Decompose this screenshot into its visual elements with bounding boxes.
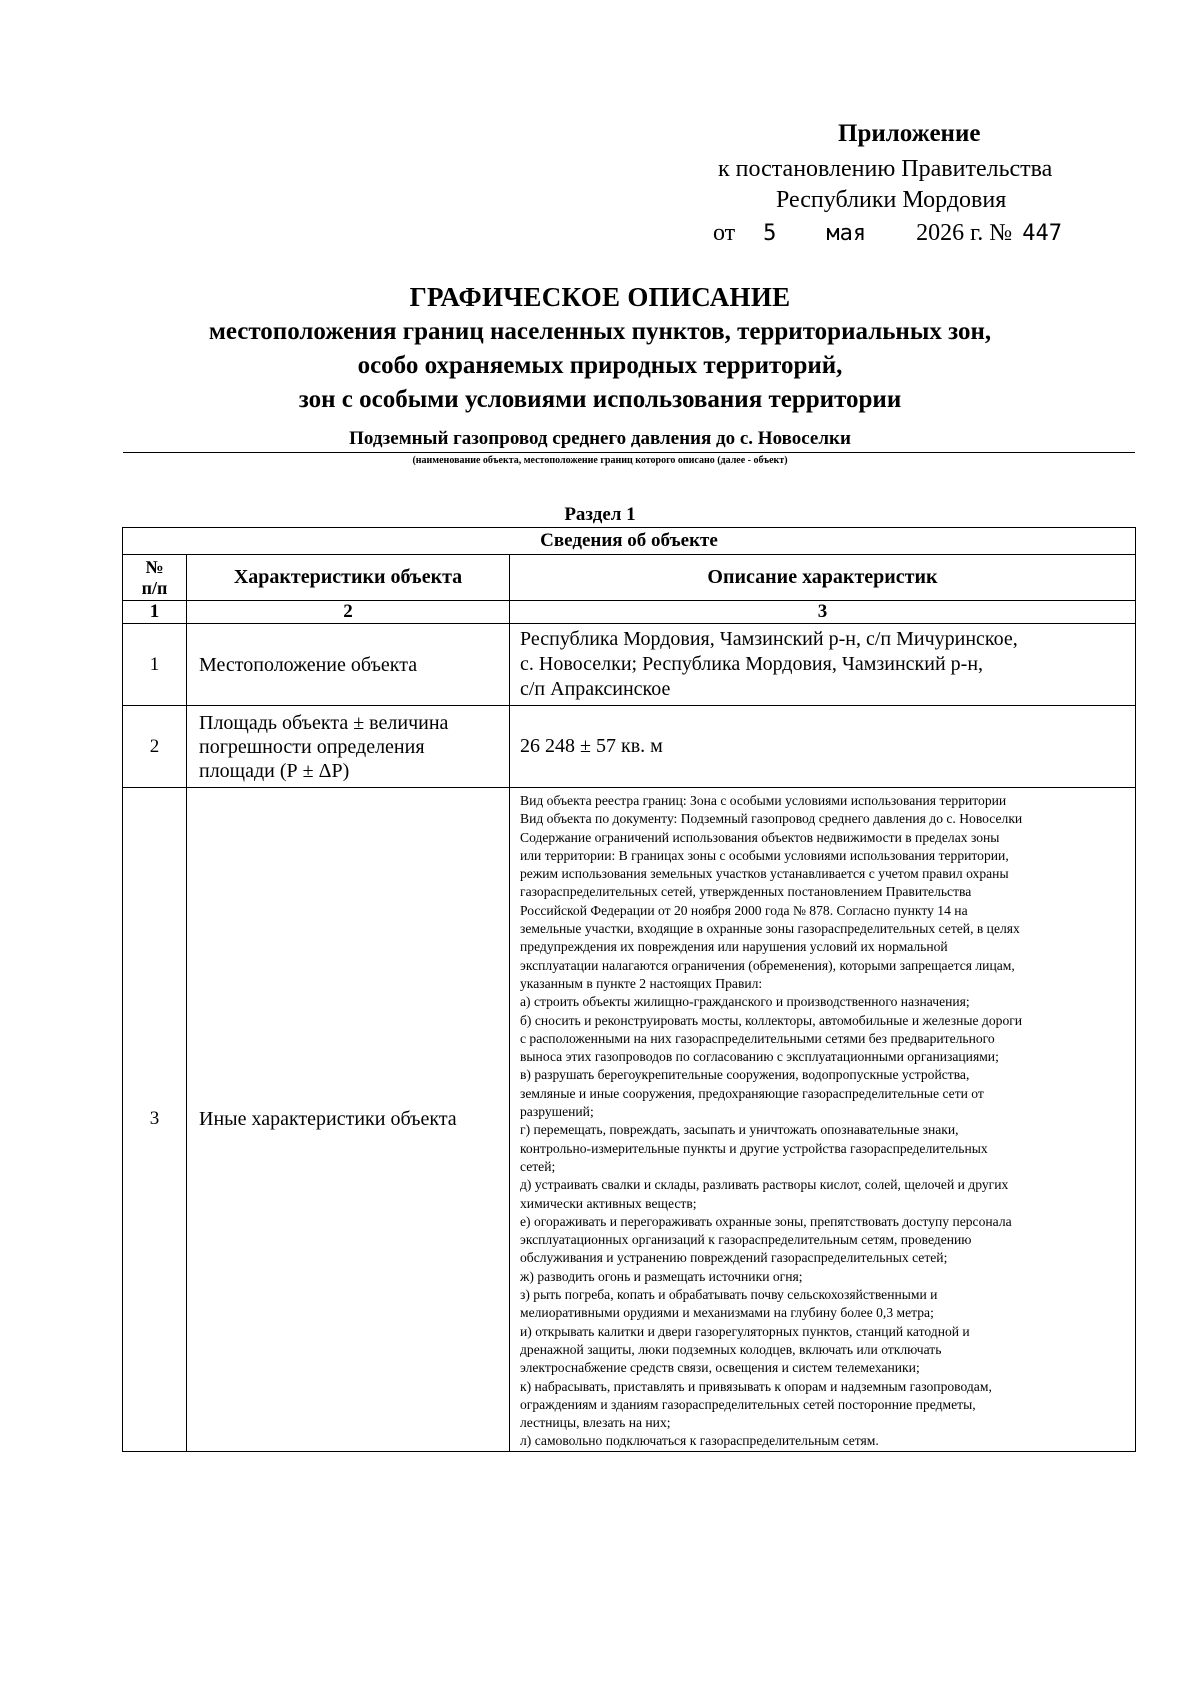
description-line: режим использования земельных участков устанавливается с учетом правил охраны xyxy=(520,866,1009,882)
description-line: е) огораживать и перегораживать охранные зоны, препятствовать доступу персонала xyxy=(520,1213,1012,1229)
description-line: с/п Апраксинское xyxy=(520,678,671,700)
description-line: Вид объекта по документу: Подземный газопровод среднего давления до с. Новоселки xyxy=(520,811,1023,827)
appendix-line-2: Республики Мордовия xyxy=(776,187,1007,213)
row-description xyxy=(510,788,1136,1452)
description-line: Российской Федерации от 20 ноября 2000 года № 878. Согласно пункту 14 на xyxy=(520,902,968,918)
description-line: контрольно-измерительные пункты и другие устройства газораспределительных xyxy=(520,1140,988,1156)
description-line: мелиоративными орудиями и механизмами на глубину более 0,3 метра; xyxy=(520,1305,934,1321)
characteristic-line: погрешности определения xyxy=(199,735,425,758)
description-line: лестницы, влезать на них; xyxy=(520,1415,671,1431)
description-line: д) устраивать свалки и склады, разливать растворы кислот, солей, щелочей и других xyxy=(520,1177,1009,1193)
row-characteristic: Местоположение объекта xyxy=(187,624,510,706)
object-name-rule xyxy=(123,452,1135,453)
document-subtitle-2: особо охраняемых природных территорий, xyxy=(357,352,843,379)
description-line: выноса этих газопроводов по согласованию с эксплуатационными организациями; xyxy=(520,1049,999,1065)
table-header-row xyxy=(123,555,1136,601)
column-number-2: 2 xyxy=(187,601,510,624)
description-line: земляные и иные сооружения, предохраняющие газораспределительные сети от xyxy=(520,1085,984,1101)
description-line: з) рыть погреба, копать и обрабатывать почву сельскохозяйственными и xyxy=(520,1287,938,1303)
table-caption: Сведения об объекте xyxy=(123,528,1136,555)
description-line: а) строить объекты жилищно-гражданского и производственного назначения; xyxy=(520,994,970,1010)
description-line: Республика Мордовия, Чамзинский р-н, с/п Мичуринское, xyxy=(520,628,1018,650)
appendix-line-1: к постановлению Правительства xyxy=(718,156,1053,182)
decree-number: 447 xyxy=(1022,221,1062,246)
description-line: к) набрасывать, приставлять и привязывать к опорам и надземным газопроводам, xyxy=(520,1378,992,1394)
header-description: Описание характеристик xyxy=(510,555,1136,601)
row-characteristic: Иные характеристики объекта xyxy=(187,788,510,1452)
description-line: ограждениям и зданиям газораспределительных сетей посторонние предметы, xyxy=(520,1396,976,1412)
object-info-table xyxy=(122,527,1136,1452)
row-number: 1 xyxy=(123,624,187,706)
appendix-date xyxy=(713,220,1062,247)
description-line: и) открывать калитки и двери газорегуляторных пунктов, станций катодной и xyxy=(520,1323,970,1339)
description-line: с расположенными на них газораспределительными сетями без предварительного xyxy=(520,1030,995,1046)
description-line: Вид объекта реестра границ: Зона с особыми условиями использования территории xyxy=(520,793,1007,808)
description-line: в) разрушать берегоукрепительные сооружения, водопропускные устройства, xyxy=(520,1067,970,1083)
date-month: мая xyxy=(826,221,867,246)
column-number-row xyxy=(123,601,1136,624)
date-year: 2026 г. № xyxy=(916,220,1013,246)
description-line: или территории: В границах зоны с особыми условиями использования территории, xyxy=(520,847,1009,863)
object-name-caption: (наименование объекта, местоположение границ которого описано (далее - объект) xyxy=(412,455,788,466)
description-line: эксплуатации налагаются ограничения (обременения), которыми запрещается лицам, xyxy=(520,957,1015,973)
description-line: химически активных веществ; xyxy=(520,1195,697,1211)
description-line: земельные участки, входящие в охранные зоны газораспределительных сетей, в целях xyxy=(520,921,1020,937)
characteristic-line: площади (Р ± ΔР) xyxy=(199,759,350,782)
row-description: 26 248 ± 57 кв. м xyxy=(510,706,1136,788)
document-title: ГРАФИЧЕСКОЕ ОПИСАНИЕ xyxy=(409,282,791,312)
header-characteristic: Характеристики объекта xyxy=(187,555,510,601)
table-row xyxy=(123,624,1136,706)
table-caption-row xyxy=(123,528,1136,555)
row-number: 3 xyxy=(123,788,187,1452)
row-description xyxy=(510,624,1136,706)
header-number-line-2: п/п xyxy=(141,577,168,598)
date-prefix: от xyxy=(713,220,736,246)
date-day: 5 xyxy=(763,221,777,246)
appendix-title: Приложение xyxy=(838,120,981,147)
description-line: г) перемещать, повреждать, засыпать и уничтожать опознавательные знаки, xyxy=(520,1122,959,1138)
characteristic-line: Площадь объекта ± величина xyxy=(199,711,449,734)
description-line: предупреждения их повреждения или нарушения условий их нормальной xyxy=(520,939,948,955)
document-subtitle-1: местоположения границ населенных пунктов, территориальных зон, xyxy=(208,318,992,345)
table-row xyxy=(123,706,1136,788)
description-line: б) сносить и реконструировать мосты, коллекторы, автомобильные и железные дороги xyxy=(520,1012,1023,1028)
description-line: разрушений; xyxy=(520,1104,594,1120)
description-line: л) самовольно подключаться к газораспределительным сетям. xyxy=(520,1433,879,1449)
section-label: Раздел 1 xyxy=(564,504,636,525)
document-subtitle-3: зон с особыми условиями использования территории xyxy=(298,386,902,413)
description-line: с. Новоселки; Республика Мордовия, Чамзинский р-н, xyxy=(520,653,984,675)
description-line: Содержание ограничений использования объектов недвижимости в пределах зоны xyxy=(520,829,1000,845)
row-characteristic xyxy=(187,706,510,788)
description-line: эксплуатационных организаций к газораспределительным сетям, проведению xyxy=(520,1232,972,1248)
description-line: электроснабжение средств связи, освещения и систем телемеханики; xyxy=(520,1360,920,1376)
description-line: указанным в пункте 2 настоящих Правил: xyxy=(520,975,763,991)
column-number-3: 3 xyxy=(510,601,1136,624)
header-number-line-1: № xyxy=(145,556,164,577)
header-number xyxy=(123,555,187,601)
column-number-1: 1 xyxy=(123,601,187,624)
description-line: дренажной защиты, люки подземных колодцев, включать или отключать xyxy=(520,1341,942,1357)
object-name: Подземный газопровод среднего давления до с. Новоселки xyxy=(349,428,851,449)
description-line: сетей; xyxy=(520,1158,556,1174)
description-line: газораспределительных сетей, утвержденных постановлением Правительства xyxy=(520,884,972,900)
row-number: 2 xyxy=(123,706,187,788)
table-row xyxy=(123,788,1136,1452)
description-line: ж) разводить огонь и размещать источники огня; xyxy=(520,1268,803,1284)
description-line: обслуживания и устранению повреждений газораспределительных сетей; xyxy=(520,1250,948,1266)
